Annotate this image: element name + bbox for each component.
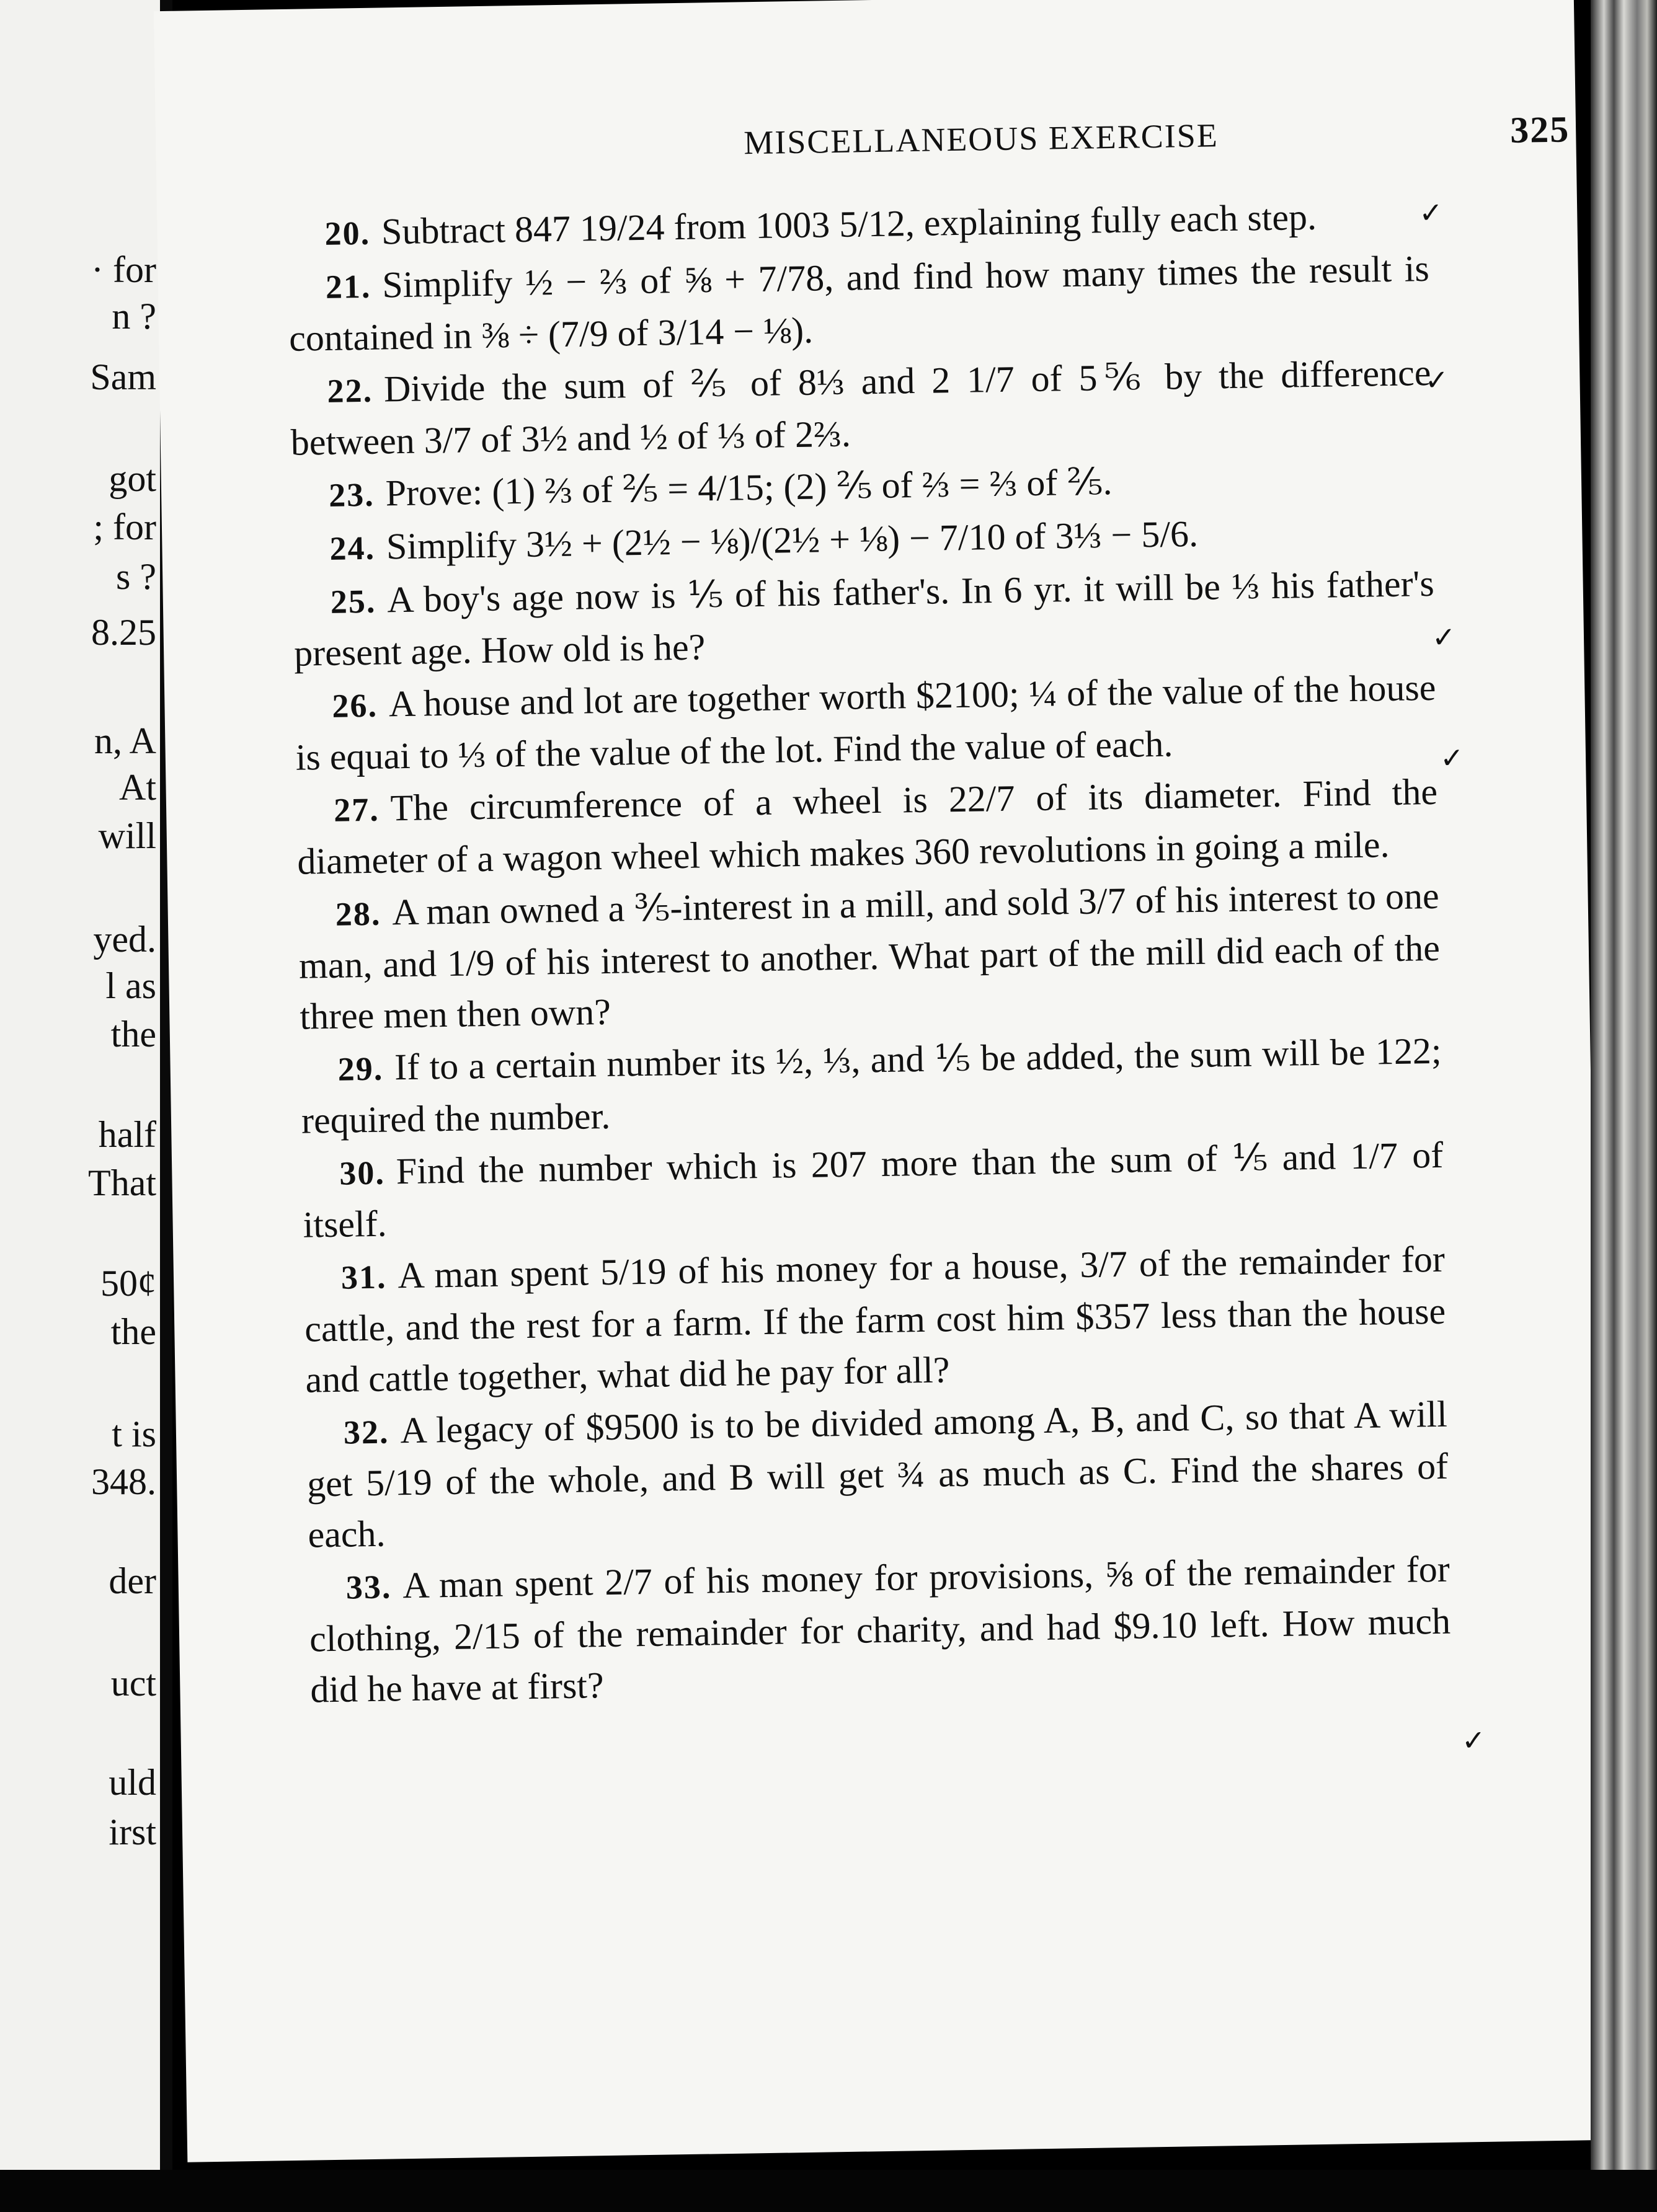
exercise-text: If to a certain number its ½, ⅓, and ⅕ be added, the sum will be 122; required the number.	[301, 1030, 1442, 1141]
page-stack-edge	[1591, 0, 1657, 2212]
exercise-text: Find the number which is 207 more than the sum of ⅕ and 1/7 of itself.	[303, 1134, 1444, 1245]
exercise-text: Subtract 847 19/24 from 1003 5/12, explaining fully each step.	[381, 196, 1317, 252]
left-fragment-line: · for	[91, 249, 156, 290]
left-fragment-line: will	[98, 815, 156, 856]
exercise-number: 24.	[329, 529, 376, 567]
exercise-item	[290, 347, 1432, 468]
left-fragment-line: Sam	[90, 356, 156, 397]
exercise-number: 20.	[324, 214, 371, 252]
left-fragment-line: 50¢	[100, 1263, 156, 1304]
exercise-item	[302, 1130, 1444, 1250]
left-fragment-line: got	[109, 458, 156, 499]
left-fragment-line: der	[109, 1560, 156, 1601]
left-fragment-line: the	[110, 1311, 156, 1352]
left-fragment-line: 348.	[91, 1461, 156, 1502]
exercise-list	[287, 190, 1452, 1717]
handwritten-check-icon: ✓	[1418, 195, 1444, 230]
left-fragment-line: half	[98, 1114, 156, 1155]
exercise-number: 29.	[337, 1050, 384, 1088]
exercise-number: 28.	[335, 895, 381, 933]
exercise-number: 25.	[330, 582, 376, 621]
exercise-text: Simplify ½ − ⅔ of ⅝ + 7/78, and find how many times the result is contained in ⅜ ÷ (7/9 of 3/14 − ⅛).	[288, 247, 1430, 359]
exercise-number: 30.	[339, 1154, 386, 1192]
left-fragment-line: s ?	[116, 556, 156, 597]
left-fragment-line: irst	[109, 1812, 156, 1852]
left-fragment-line: n, A	[94, 720, 156, 761]
scan-bottom-border	[0, 2170, 1657, 2212]
exercise-item	[300, 1025, 1442, 1146]
left-fragment-line: t is	[112, 1413, 156, 1454]
running-header-title: MISCELLANEOUS EXERCISE	[743, 117, 1219, 162]
exercise-text: A house and lot are together worth $2100; ¼ of the value of the house is equai to ⅓ of the value of the lot. Find the value of each.	[295, 666, 1436, 778]
exercise-item	[303, 1234, 1447, 1405]
left-page-fragment	[0, 0, 160, 2212]
exercise-text: A man spent 5/19 of his money for a house, 3/7 of the remainder for cattle, and the rest for a farm. If the farm cost him $357 less than the house and cattle together, what did he pay for all?	[304, 1238, 1446, 1400]
exercise-number: 33.	[345, 1568, 392, 1606]
handwritten-check-icon: ✓	[1461, 1723, 1486, 1758]
exercise-text: A man owned a ⅗-interest in a mill, and sold 3/7 of his interest to one man, and 1/9 of his interest to another. What part of the mill did each of the three men then own?	[298, 875, 1441, 1037]
exercise-item	[296, 766, 1438, 887]
exercise-number: 27.	[333, 790, 380, 829]
exercise-number: 22.	[327, 371, 373, 410]
exercise-item	[295, 662, 1437, 783]
exercise-item	[308, 1544, 1452, 1715]
page-number: 325	[1509, 108, 1570, 151]
exercise-number: 23.	[328, 476, 375, 514]
left-fragment-line: yed.	[93, 919, 156, 960]
exercise-text: The circumference of a wheel is 22/7 of its diameter. Find the diameter of a wagon wheel which makes 360 revolutions in going a mile.	[296, 771, 1438, 882]
handwritten-check-icon: ✓	[1431, 620, 1456, 654]
exercise-text: Prove: (1) ⅔ of ⅖ = 4/15; (2) ⅖ of ⅔ = ⅔ of ⅖.	[385, 461, 1113, 514]
exercise-item	[306, 1389, 1449, 1560]
exercise-number: 26.	[332, 686, 378, 725]
exercise-number: 31.	[340, 1258, 387, 1296]
exercise-text: A legacy of $9500 is to be divided among A, B, and C, so that A will get 5/19 of the whole, and B will get ¾ as much as C. Find the shares of each.	[306, 1393, 1449, 1555]
book-page	[154, 0, 1607, 2162]
exercise-text: A man spent 2/7 of his money for provisions, ⅝ of the remainder for clothing, 2/15 of the remainder for charity, and had $9.10 left. How much did he have at first?	[309, 1548, 1451, 1710]
left-fragment-line: 8.25	[91, 612, 156, 653]
exercise-item	[293, 558, 1435, 679]
left-fragment-line: the	[110, 1014, 156, 1055]
handwritten-check-icon: ✓	[1424, 363, 1449, 397]
exercise-item	[288, 243, 1430, 364]
exercise-number: 21.	[325, 267, 371, 306]
left-fragment-line: n ?	[112, 296, 156, 337]
handwritten-check-icon: ✓	[1439, 741, 1465, 775]
left-fragment-line: ; for	[93, 507, 156, 547]
exercise-text: A boy's age now is ⅕ of his father's. In 6 yr. it will be ⅓ his father's present age. How old is he?	[293, 562, 1435, 674]
exercise-text: Divide the sum of ⅖ of 8⅓ and 2 1/7 of 5⅚ by the difference between 3/7 of 3½ and ½ of ⅓ of 2⅔.	[290, 352, 1431, 463]
exercise-text: Simplify 3½ + (2½ − ⅛)/(2½ + ⅛) − 7/10 of 3⅓ − 5/6.	[386, 513, 1199, 567]
exercise-number: 32.	[343, 1413, 389, 1451]
left-fragment-line: l as	[105, 965, 156, 1006]
left-fragment-line: uct	[110, 1663, 156, 1704]
left-fragment-line: uld	[109, 1762, 156, 1803]
left-fragment-line: That	[88, 1162, 156, 1203]
running-header	[577, 108, 1570, 162]
left-fragment-line: At	[119, 767, 156, 808]
exercise-item	[298, 870, 1441, 1042]
